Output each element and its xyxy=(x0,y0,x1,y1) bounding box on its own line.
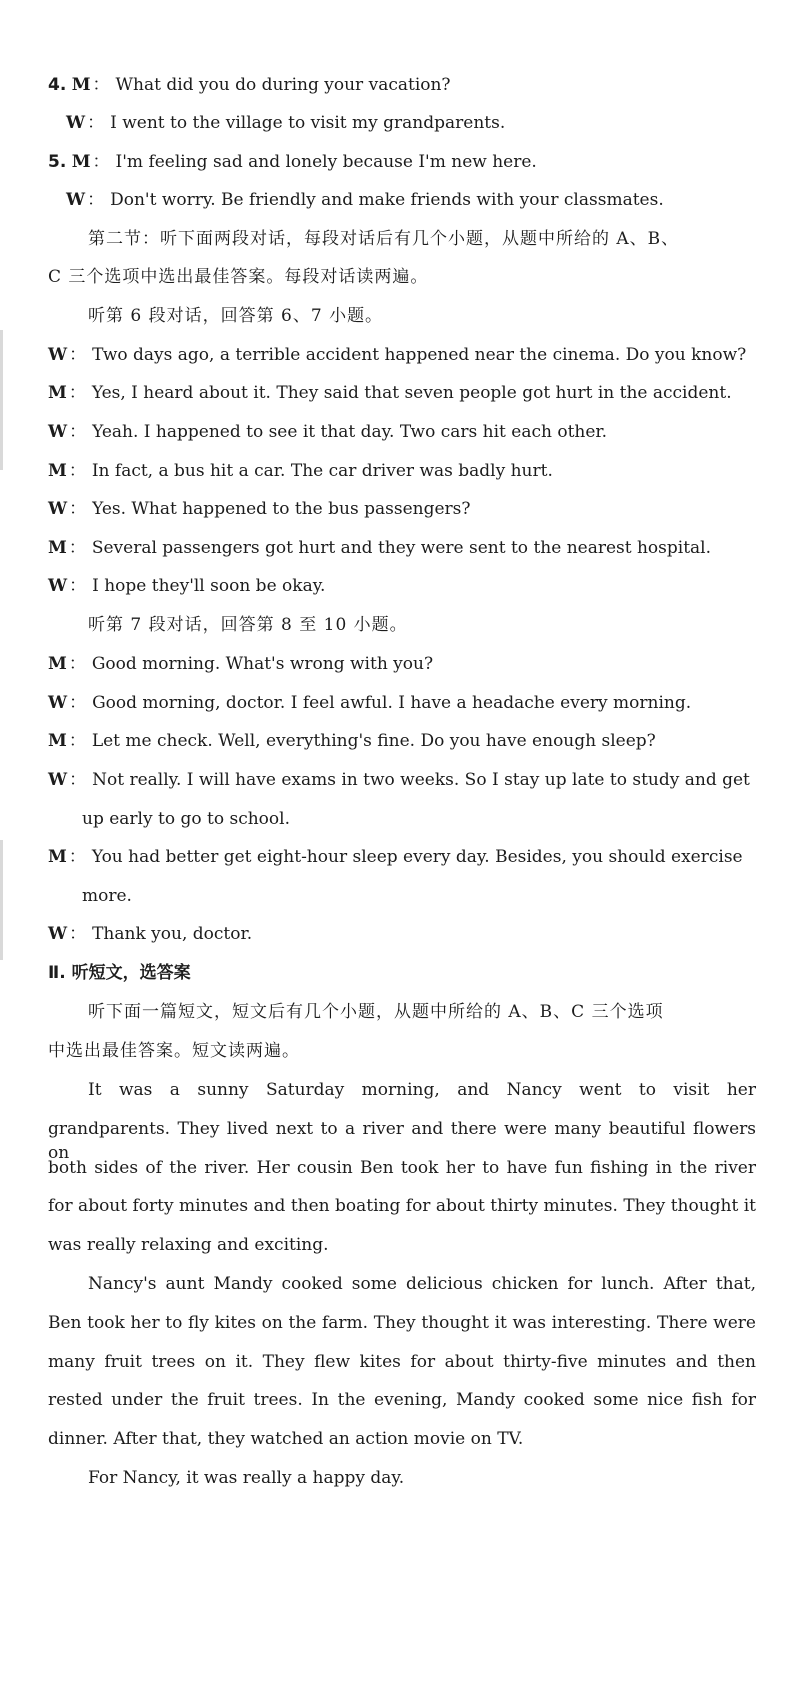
passage-line: dinner. After that, they watched an action movie on TV. xyxy=(48,1429,524,1449)
speaker-separator: ： xyxy=(69,576,87,596)
speaker-label: W xyxy=(66,190,86,210)
speaker-label: W xyxy=(48,422,68,442)
dialog-text: Several passengers got hurt and they were sent to the nearest hospital. xyxy=(91,538,712,558)
speaker-separator: ： xyxy=(69,924,87,944)
speaker-label: W xyxy=(48,576,68,596)
passage-line: For Nancy, it was really a happy day. xyxy=(88,1468,405,1488)
dialog-line xyxy=(48,459,553,483)
speaker-separator: ： xyxy=(68,847,86,867)
dialog-line-continuation: more. xyxy=(82,886,132,906)
scan-edge-mark xyxy=(0,840,3,960)
speaker-label: W xyxy=(66,113,86,133)
dialog-text: Don't worry. Be friendly and make friends with your classmates. xyxy=(110,190,664,210)
speaker-label: M xyxy=(48,654,67,674)
q4-woman-line xyxy=(66,111,505,135)
speaker-label: M xyxy=(48,731,67,751)
q4-number: 4. xyxy=(48,75,67,95)
dialog-line xyxy=(48,768,750,792)
speaker-separator: ： xyxy=(68,654,86,674)
dialog-text: Good morning, doctor. I feel awful. I have a headache every morning. xyxy=(92,693,692,713)
dialog-text: You had better get eight-hour sleep every day. Besides, you should exercise xyxy=(91,847,743,867)
speaker-separator: ： xyxy=(87,190,105,210)
dialog-text: I hope they'll soon be okay. xyxy=(92,576,326,596)
speaker-label: W xyxy=(48,345,68,365)
speaker-separator: ： xyxy=(69,345,87,365)
speaker-separator: ： xyxy=(92,75,110,95)
dialog-line xyxy=(48,536,711,560)
passage-line: Ben took her to fly kites on the farm. They thought it was interesting. There were xyxy=(48,1313,756,1333)
dialog-line xyxy=(48,845,743,869)
dialog7-intro: 听第 7 段对话，回答第 8 至 10 小题。 xyxy=(88,615,408,635)
section2-instruction-cont: C 三个选项中选出最佳答案。每段对话读两遍。 xyxy=(48,267,429,287)
speaker-label: M xyxy=(71,152,91,172)
q5-man-line xyxy=(48,150,537,174)
dialog-text: Yeah. I happened to see it that day. Two cars hit each other. xyxy=(92,422,608,442)
part2-instruction-cont: 中选出最佳答案。短文读两遍。 xyxy=(48,1041,300,1061)
passage-line: It was a sunny Saturday morning, and Nancy went to visit her xyxy=(88,1080,756,1100)
dialog-text: I'm feeling sad and lonely because I'm new here. xyxy=(115,152,537,172)
passage-line: many fruit trees on it. They flew kites for about thirty-five minutes and then xyxy=(48,1352,756,1372)
scan-edge-mark xyxy=(0,330,3,470)
section2-instruction: 第二节：听下面两段对话，每段对话后有几个小题，从题中所给的 A、B、 xyxy=(88,229,680,249)
part2-heading: Ⅱ. 听短文，选答案 xyxy=(48,963,191,983)
passage-line: was really relaxing and exciting. xyxy=(48,1235,329,1255)
speaker-label: W xyxy=(48,770,68,790)
speaker-label: M xyxy=(48,461,67,481)
dialog-line xyxy=(48,381,732,405)
speaker-label: W xyxy=(48,924,68,944)
speaker-separator: ： xyxy=(68,538,86,558)
dialog6-intro: 听第 6 段对话，回答第 6、7 小题。 xyxy=(88,306,384,326)
dialog-line xyxy=(48,574,325,598)
dialog-line xyxy=(48,729,656,753)
speaker-separator: ： xyxy=(68,461,86,481)
dialog-line xyxy=(48,420,607,444)
dialog-text: Yes. What happened to the bus passengers? xyxy=(92,499,471,519)
dialog-text: Two days ago, a terrible accident happened near the cinema. Do you know? xyxy=(92,345,747,365)
passage-line: for about forty minutes and then boating for about thirty minutes. They thought it xyxy=(48,1196,756,1216)
speaker-label: M xyxy=(71,75,91,95)
passage-line: both sides of the river. Her cousin Ben took her to have fun fishing in the river xyxy=(48,1158,756,1178)
passage-line: Nancy's aunt Mandy cooked some delicious chicken for lunch. After that, xyxy=(88,1274,756,1294)
part2-instruction: 听下面一篇短文，短文后有几个小题，从题中所给的 A、B、C 三个选项 xyxy=(88,1002,664,1022)
dialog-text: I went to the village to visit my grandparents. xyxy=(110,113,506,133)
speaker-label: M xyxy=(48,847,67,867)
dialog-text: In fact, a bus hit a car. The car driver was badly hurt. xyxy=(91,461,553,481)
dialog-text: Yes, I heard about it. They said that seven people got hurt in the accident. xyxy=(91,383,732,403)
dialog-text: Thank you, doctor. xyxy=(92,924,253,944)
speaker-separator: ： xyxy=(68,731,86,751)
speaker-separator: ： xyxy=(87,113,105,133)
passage-line: rested under the fruit trees. In the evening, Mandy cooked some nice fish for xyxy=(48,1390,756,1410)
dialog-line xyxy=(48,497,471,521)
speaker-label: W xyxy=(48,693,68,713)
speaker-separator: ： xyxy=(69,499,87,519)
passage-line: grandparents. They lived next to a river and there were many beautiful flowers on xyxy=(48,1119,756,1163)
q5-woman-line xyxy=(66,188,664,212)
dialog-line xyxy=(48,343,746,367)
q4-man-line xyxy=(48,73,451,97)
speaker-separator: ： xyxy=(69,422,87,442)
dialog-line xyxy=(48,922,252,946)
dialog-text: Good morning. What's wrong with you? xyxy=(91,654,434,674)
speaker-separator: ： xyxy=(68,383,86,403)
speaker-separator: ： xyxy=(69,770,87,790)
speaker-label: M xyxy=(48,538,67,558)
dialog-line xyxy=(48,652,433,676)
speaker-label: M xyxy=(48,383,67,403)
dialog-text: What did you do during your vacation? xyxy=(115,75,451,95)
dialog-line xyxy=(48,691,691,715)
dialog-line-continuation: up early to go to school. xyxy=(82,809,290,829)
speaker-separator: ： xyxy=(92,152,110,172)
dialog-text: Not really. I will have exams in two weeks. So I stay up late to study and get xyxy=(92,770,750,790)
speaker-separator: ： xyxy=(69,693,87,713)
q5-number: 5. xyxy=(48,152,67,172)
speaker-label: W xyxy=(48,499,68,519)
dialog-text: Let me check. Well, everything's fine. Do you have enough sleep? xyxy=(91,731,656,751)
